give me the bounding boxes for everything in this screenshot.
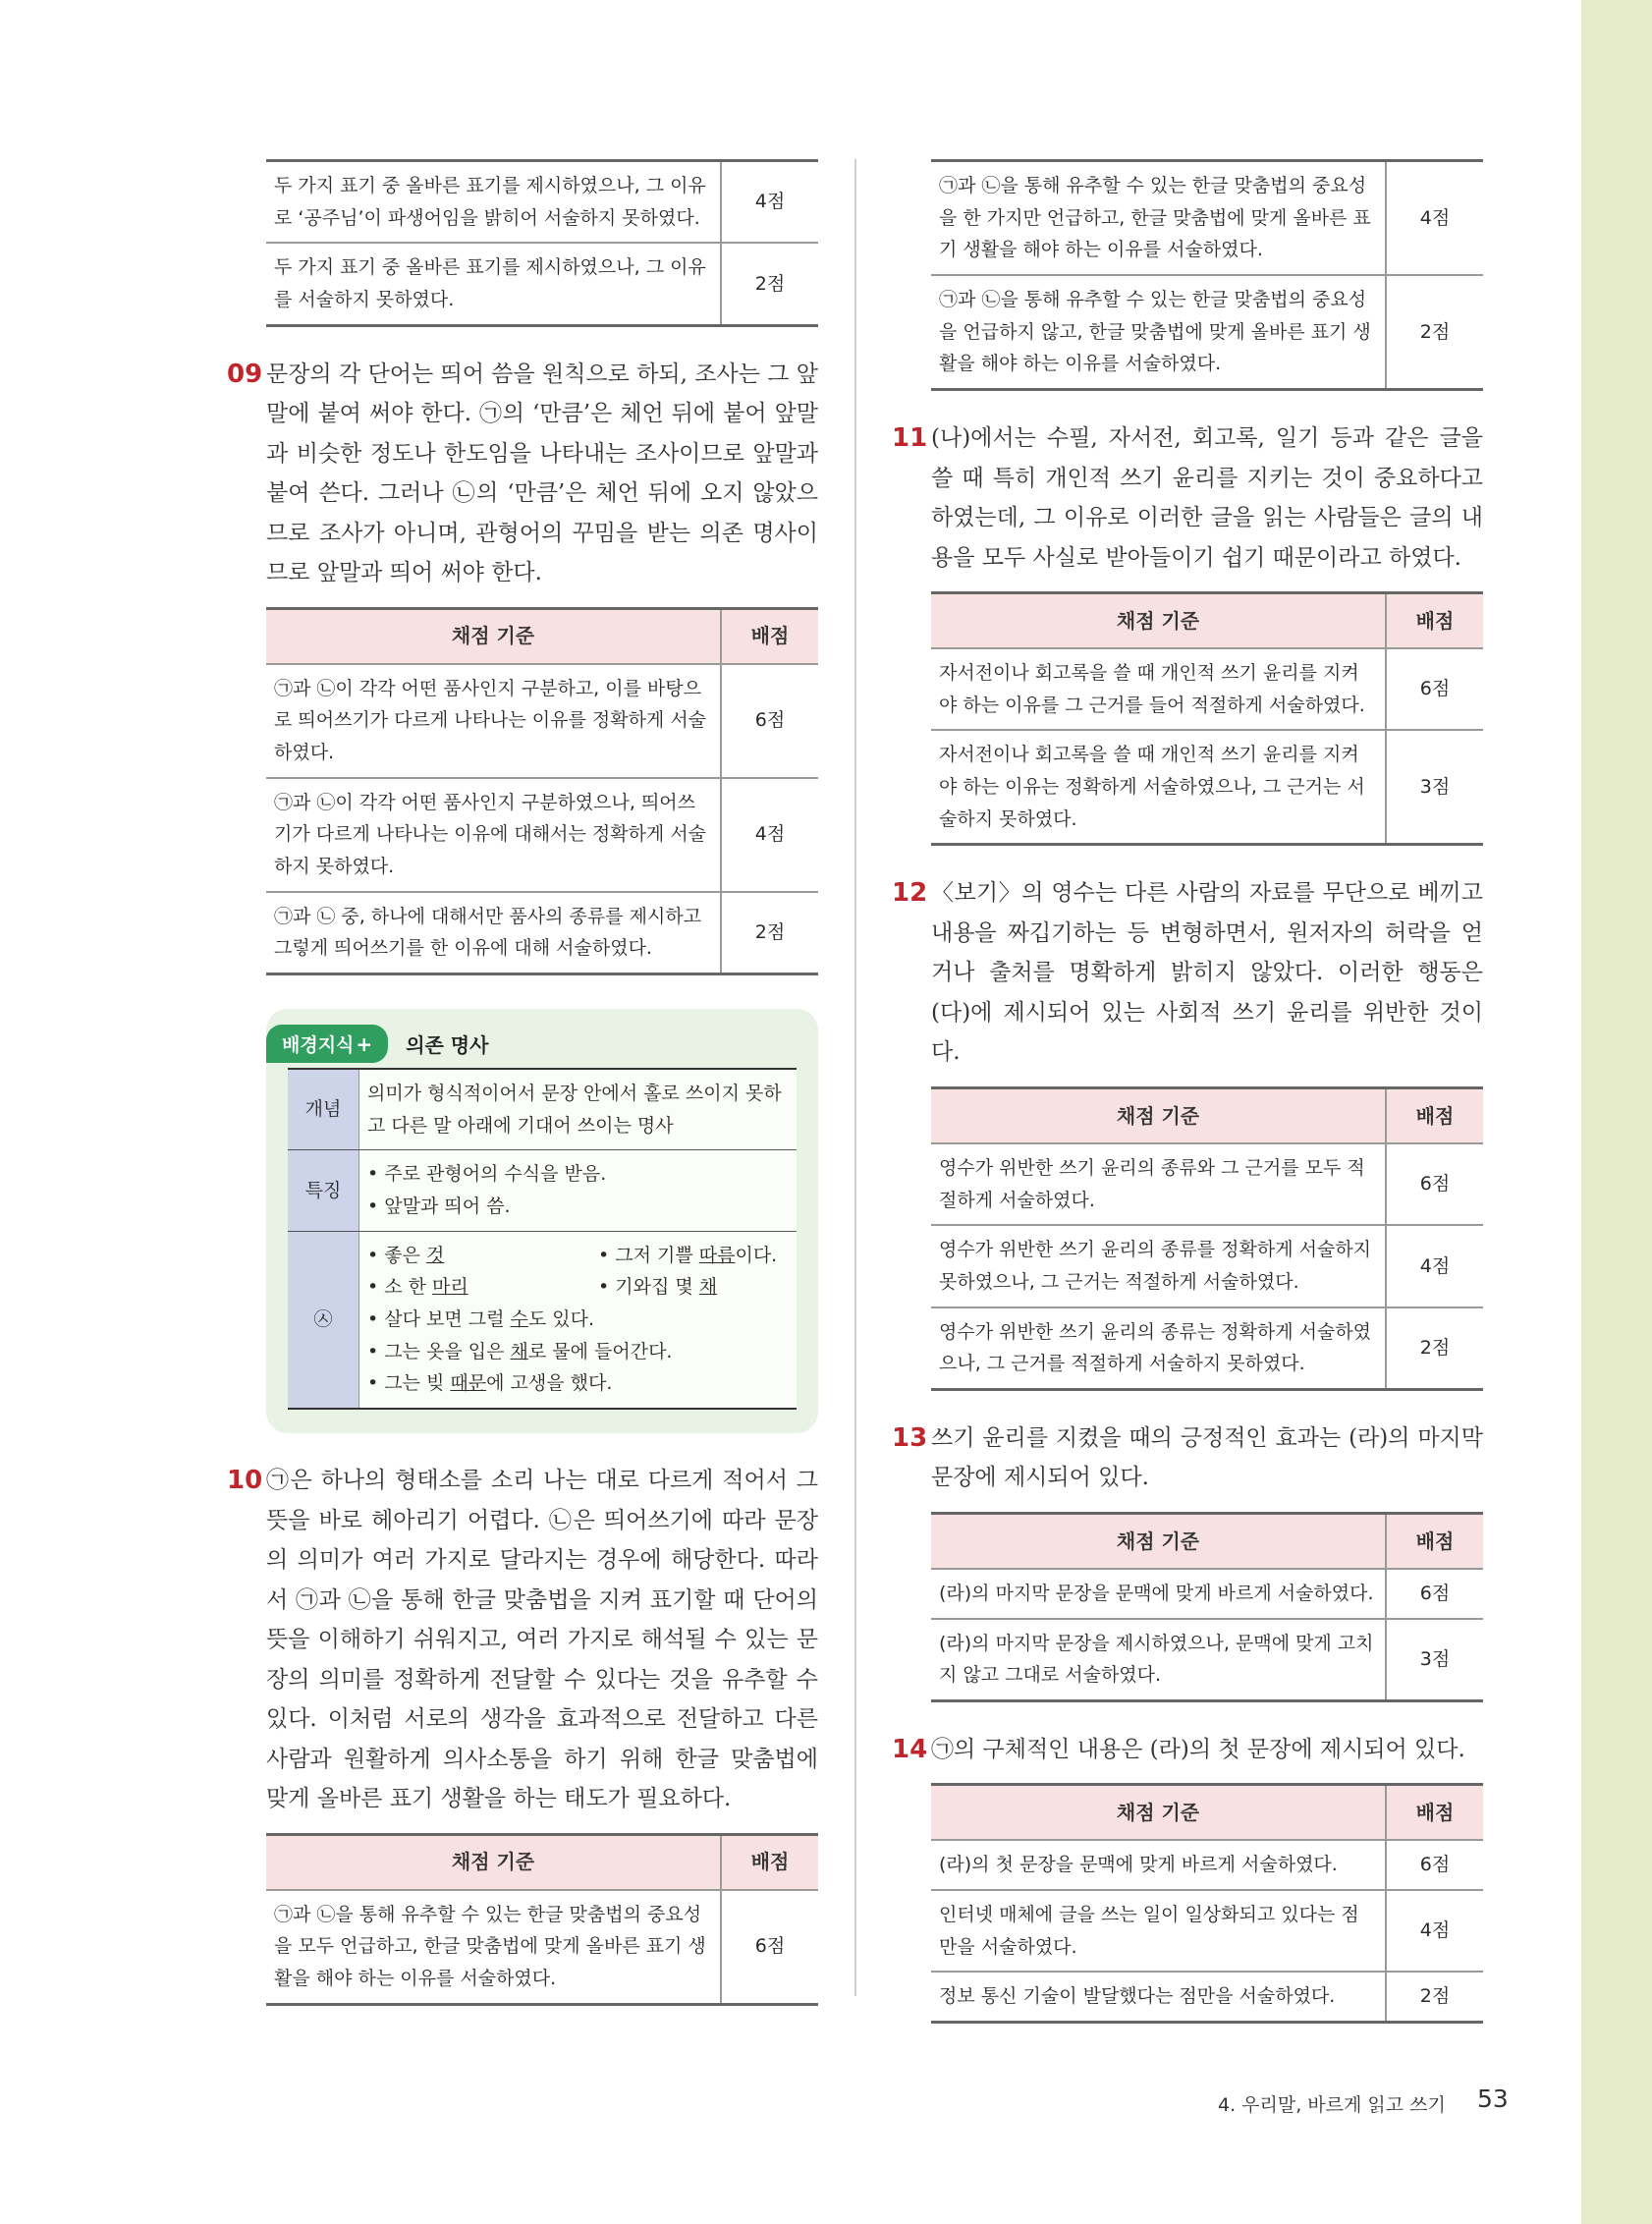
score-cell: 6점 <box>1386 1569 1483 1619</box>
score-cell: 6점 <box>1386 1840 1483 1890</box>
column-divider <box>854 159 856 1996</box>
table-header <box>266 608 818 664</box>
score-cell: 4점 <box>721 161 818 244</box>
table-row <box>288 1231 797 1409</box>
example-underlined: 때문 <box>450 1372 487 1395</box>
list-item: • 주로 관형어의 수식을 받음. <box>367 1163 607 1186</box>
answer-text: ㉠의 구체적인 내용은 (라)의 첫 문장에 제시되어 있다. <box>931 1736 1465 1762</box>
table-row <box>931 1307 1483 1390</box>
feature-label: 특징 <box>288 1150 359 1231</box>
answer-text: 〈보기〉의 영수는 다른 사람의 자료를 무단으로 베끼고 내용을 짜깁기하는 등 변형하면서, 원저자의 허락을 얻거나 출처를 명확하게 밝히지 않았다. 이러한 행동은 (다)에 제시되어 있는 사회적 쓰기 윤리를 위반한 것이다. <box>931 880 1483 1066</box>
example-pre: • 기와집 몇 <box>598 1276 699 1299</box>
example-post: 이다. <box>735 1244 778 1266</box>
background-header <box>266 1019 797 1068</box>
score-header: 배점 <box>1386 1513 1483 1569</box>
score-cell: 2점 <box>1386 1972 1483 2022</box>
example-post: 에 고생을 했다. <box>486 1372 613 1395</box>
q13-grading-table <box>931 1512 1483 1702</box>
example-item <box>367 1240 598 1272</box>
table-header <box>931 593 1483 649</box>
question-number: 13 <box>892 1422 928 1453</box>
answer-text: 문장의 각 단어는 띄어 씀을 원칙으로 하되, 조사는 그 앞말에 붙여 써야 한다. ㉠의 ‘만큼’은 체언 뒤에 붙어 앞말과 비슷한 정도나 한도임을 나타내는 조사이므로 앞말과 붙여 쓴다. 그러나 ㉡의 ‘만큼’은 체언 뒤에 오지 않았으므로 조사가 아니며, 관형어의 꾸밈을 받는 의존 명사이므로 앞말과 띄어 써야 한다. <box>266 361 818 586</box>
example-pre: • 그는 빚 <box>367 1372 451 1395</box>
criteria-header: 채점 기준 <box>931 593 1386 649</box>
criteria-cell: (라)의 마지막 문장을 문맥에 맞게 바르게 서술하였다. <box>931 1569 1386 1619</box>
criteria-cell: ㉠과 ㉡이 각각 어떤 품사인지 구분하고, 이를 바탕으로 띄어쓰기가 다르게 나타나는 이유를 정확하게 서술하였다. <box>266 664 721 778</box>
example-pre: • 소 한 <box>367 1276 433 1299</box>
list-item: • 앞말과 띄어 씀. <box>367 1195 511 1218</box>
table-row <box>931 1225 1483 1307</box>
score-cell: 4점 <box>1386 1225 1483 1307</box>
example-label: ㉦ <box>288 1231 359 1409</box>
table-row <box>931 1569 1483 1619</box>
table-row <box>931 161 1483 276</box>
question-14 <box>892 1730 1483 1770</box>
example-post: 로 물에 들어간다. <box>527 1340 673 1362</box>
score-cell: 6점 <box>721 664 818 778</box>
table-header <box>931 1785 1483 1841</box>
criteria-cell: 영수가 위반한 쓰기 윤리의 종류와 그 근거를 모두 적절하게 서술하였다. <box>931 1143 1386 1225</box>
criteria-cell: 인터넷 매체에 글을 쓰는 일이 일상화되고 있다는 점만을 서술하였다. <box>931 1890 1386 1972</box>
criteria-cell: 영수가 위반한 쓰기 윤리의 종류를 정확하게 서술하지 못하였으나, 그 근거는 적절하게 서술하였다. <box>931 1225 1386 1307</box>
table-row <box>931 1143 1483 1225</box>
criteria-cell: 자서전이나 회고록을 쓸 때 개인적 쓰기 윤리를 지켜야 하는 이유를 그 근거를 들어 적절하게 서술하였다. <box>931 648 1386 730</box>
score-cell: 6점 <box>1386 648 1483 730</box>
criteria-cell: 자서전이나 회고록을 쓸 때 개인적 쓰기 윤리를 지켜야 하는 이유는 정확하게 서술하였으나, 그 근거는 서술하지 못하였다. <box>931 730 1386 845</box>
background-knowledge-box <box>266 1009 818 1433</box>
table-row <box>931 648 1483 730</box>
score-cell: 3점 <box>1386 1619 1483 1701</box>
table-row <box>288 1150 797 1231</box>
criteria-cell: ㉠과 ㉡을 통해 유추할 수 있는 한글 맞춤법의 중요성을 한 가지만 언급하고, 한글 맞춤법에 맞게 올바른 표기 생활을 해야 하는 이유를 서술하였다. <box>931 161 1386 276</box>
table-row <box>931 730 1483 845</box>
example-underlined: 채 <box>510 1340 528 1362</box>
example-item <box>367 1336 789 1368</box>
q11-grading-table <box>931 591 1483 846</box>
score-cell: 2점 <box>721 892 818 974</box>
table-header <box>266 1834 818 1890</box>
answer-text: 쓰기 윤리를 지켰을 때의 긍정적인 효과는 (라)의 마지막 문장에 제시되어 있다. <box>931 1424 1483 1491</box>
score-header: 배점 <box>1386 1785 1483 1841</box>
feature-list <box>359 1150 798 1231</box>
example-list <box>359 1231 798 1409</box>
badge-label: 배경지식 <box>282 1033 355 1056</box>
table-row <box>288 1069 797 1150</box>
criteria-header: 채점 기준 <box>931 1087 1386 1143</box>
example-item <box>367 1304 789 1336</box>
q14-grading-table <box>931 1783 1483 2024</box>
criteria-cell: ㉠과 ㉡을 통해 유추할 수 있는 한글 맞춤법의 중요성을 모두 언급하고, 한글 맞춤법에 맞게 올바른 표기 생활을 해야 하는 이유를 서술하였다. <box>266 1890 721 2005</box>
question-number: 10 <box>227 1466 263 1496</box>
example-item <box>598 1240 789 1272</box>
example-grid <box>367 1240 789 1304</box>
criteria-header: 채점 기준 <box>931 1785 1386 1841</box>
criteria-header: 채점 기준 <box>931 1513 1386 1569</box>
example-underlined: 마리 <box>432 1276 468 1299</box>
table-row <box>931 275 1483 390</box>
table-header <box>931 1513 1483 1569</box>
example-pre: • 그는 옷을 입은 <box>367 1340 511 1362</box>
score-header: 배점 <box>721 608 818 664</box>
criteria-cell: ㉠과 ㉡ 중, 하나에 대해서만 품사의 종류를 제시하고 그렇게 띄어쓰기를 한 이유에 대해 서술하였다. <box>266 892 721 974</box>
table-row <box>266 1890 818 2005</box>
criteria-cell: (라)의 첫 문장을 문맥에 맞게 바르게 서술하였다. <box>931 1840 1386 1890</box>
table-row <box>931 1619 1483 1701</box>
table-row <box>266 161 818 244</box>
right-column <box>892 159 1483 2024</box>
example-item <box>598 1271 789 1304</box>
question-10 <box>227 1461 818 1819</box>
score-header: 배점 <box>1386 1087 1483 1143</box>
answer-text: ㉠은 하나의 형태소를 소리 나는 대로 다르게 적어서 그 뜻을 바로 헤아리기 어렵다. ㉡은 띄어쓰기에 따라 문장의 의미가 여러 가지로 달라지는 경우에 해당한다. 따라서 ㉠과 ㉡을 통해 한글 맞춤법을 지켜 표기할 때 단어의 뜻을 이해하기 쉬워지고, 여러 가지로 해석될 수 있는 문장의 의미를 정확하게 전달할 수 있다는 것을 유추할 수 있다. 이처럼 서로의 생각을 효과적으로 전달하고 다른 사람과 원활하게 의사소통을 하기 위해 한글 맞춤법에 맞게 올바른 표기 생활을 하는 태도가 필요하다. <box>266 1468 818 1812</box>
left-column <box>227 159 818 2006</box>
background-title: 의존 명사 <box>406 1032 489 1057</box>
score-header: 배점 <box>1386 593 1483 649</box>
criteria-cell: 두 가지 표기 중 올바른 표기를 제시하였으나, 그 이유를 서술하지 못하였다. <box>266 243 721 325</box>
score-cell: 2점 <box>1386 1307 1483 1390</box>
example-underlined: 따름 <box>698 1244 736 1266</box>
question-number: 12 <box>892 878 928 909</box>
score-cell: 4점 <box>1386 1890 1483 1972</box>
criteria-header: 채점 기준 <box>266 1834 721 1890</box>
example-underlined: 수 <box>510 1308 528 1331</box>
score-header: 배점 <box>721 1834 818 1890</box>
q12-grading-table <box>931 1086 1483 1391</box>
table-row <box>266 778 818 892</box>
criteria-cell: 영수가 위반한 쓰기 윤리의 종류는 정확하게 서술하였으나, 그 근거를 적절하게 서술하지 못하였다. <box>931 1307 1386 1390</box>
question-12 <box>892 873 1483 1073</box>
score-cell: 2점 <box>721 243 818 325</box>
chapter-footer: 4. 우리말, 바르게 읽고 쓰기 <box>1218 2094 1446 2116</box>
concept-label: 개념 <box>288 1069 359 1150</box>
q10-grading-table-continued <box>931 159 1483 391</box>
answer-text: (나)에서는 수필, 자서전, 회고록, 일기 등과 같은 글을 쓸 때 특히 개인적 쓰기 윤리를 지키는 것이 중요하다고 하였는데, 그 이유로 이러한 글을 읽는 사람들은 글의 내용을 모두 사실로 받아들이기 쉽기 때문이라고 하였다. <box>931 425 1483 571</box>
plus-icon: + <box>356 1031 373 1056</box>
table-row <box>931 1890 1483 1972</box>
background-badge <box>266 1025 388 1063</box>
score-cell: 4점 <box>1386 161 1483 276</box>
page-number: 53 <box>1477 2085 1509 2113</box>
example-pre: • 좋은 <box>367 1244 426 1266</box>
question-number: 11 <box>892 423 928 454</box>
example-underlined: 것 <box>426 1244 445 1266</box>
criteria-cell: (라)의 마지막 문장을 제시하였으나, 문맥에 맞게 고치지 않고 그대로 서술하였다. <box>931 1619 1386 1701</box>
score-cell: 2점 <box>1386 275 1483 390</box>
criteria-cell: 두 가지 표기 중 올바른 표기를 제시하였으나, 그 이유로 ‘공주님’이 파생어임을 밝히어 서술하지 못하였다. <box>266 161 721 244</box>
score-cell: 4점 <box>721 778 818 892</box>
q10-grading-table <box>266 1833 818 2006</box>
criteria-cell: ㉠과 ㉡이 각각 어떤 품사인지 구분하였으나, 띄어쓰기가 다르게 나타나는 이유에 대해서는 정확하게 서술하지 못하였다. <box>266 778 721 892</box>
table-header <box>931 1087 1483 1143</box>
example-item <box>367 1367 789 1400</box>
score-cell: 3점 <box>1386 730 1483 845</box>
table-row <box>266 664 818 778</box>
question-number: 14 <box>892 1734 928 1764</box>
page-edge-tab <box>1581 0 1652 2224</box>
table-row <box>266 243 818 325</box>
table-row <box>931 1840 1483 1890</box>
criteria-cell: ㉠과 ㉡을 통해 유추할 수 있는 한글 맞춤법의 중요성을 언급하지 않고, 한글 맞춤법에 맞게 올바른 표기 생활을 해야 하는 이유를 서술하였다. <box>931 275 1386 390</box>
q09-grading-table <box>266 607 818 975</box>
score-cell: 6점 <box>721 1890 818 2005</box>
example-underlined: 채 <box>698 1276 718 1299</box>
question-13 <box>892 1418 1483 1498</box>
table-row <box>931 1972 1483 2022</box>
criteria-header: 채점 기준 <box>266 608 721 664</box>
example-pre: • 그저 기쁠 <box>598 1244 699 1266</box>
example-post: 도 있다. <box>527 1308 595 1331</box>
question-11 <box>892 418 1483 578</box>
q08-grading-table-continued <box>266 159 818 327</box>
concept-text: 의미가 형식적이어서 문장 안에서 홀로 쓰이지 못하고 다른 말 아래에 기대어 쓰이는 명사 <box>359 1069 798 1150</box>
table-row <box>266 892 818 974</box>
criteria-cell: 정보 통신 기술이 발달했다는 점만을 서술하였다. <box>931 1972 1386 2022</box>
background-table <box>288 1068 797 1410</box>
question-number: 09 <box>227 359 263 389</box>
question-09 <box>227 355 818 593</box>
example-item <box>367 1271 598 1304</box>
example-pre: • 살다 보면 그럴 <box>367 1308 511 1331</box>
score-cell: 6점 <box>1386 1143 1483 1225</box>
